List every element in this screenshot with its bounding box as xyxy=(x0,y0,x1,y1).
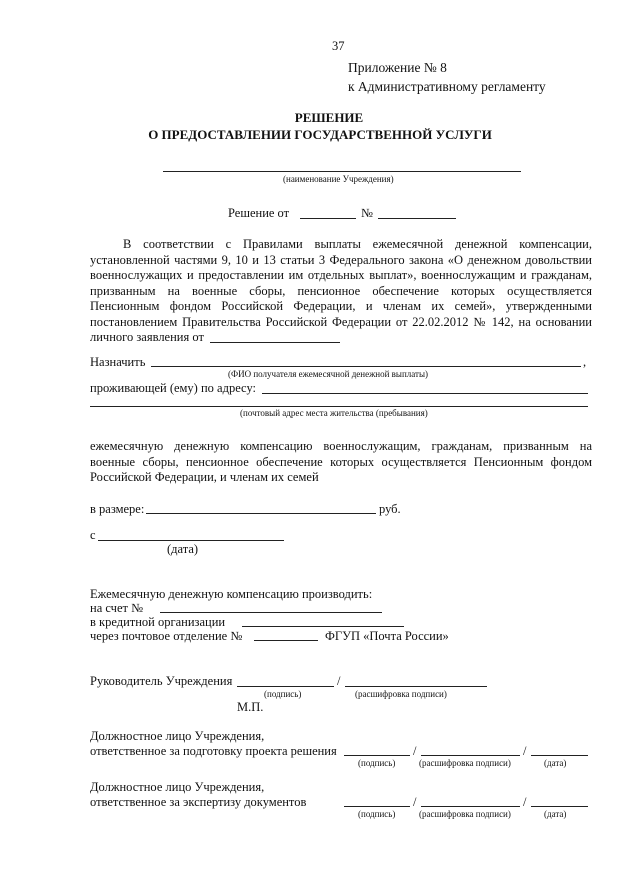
start-date-label: с xyxy=(90,528,96,542)
official2-line-2: ответственное за экспертизу документов xyxy=(90,795,307,809)
official1-signature-line[interactable] xyxy=(344,755,410,756)
document-subtitle: О ПРЕДОСТАВЛЕНИИ ГОСУДАРСТВЕННОЙ УСЛУГИ xyxy=(148,127,492,142)
official2-slash-2: / xyxy=(523,795,527,809)
official2-signature-line[interactable] xyxy=(344,806,410,807)
institution-name-line[interactable] xyxy=(163,171,521,172)
bank-label: в кредитной организации xyxy=(90,615,226,629)
institution-caption: (наименование Учреждения) xyxy=(283,174,394,184)
body-line-2: установленной частями 9, 10 и 13 статьи 3 Федерального закона «О денежном довольствии xyxy=(90,253,592,267)
address-line-2[interactable] xyxy=(90,406,588,407)
official1-date-line[interactable] xyxy=(531,755,588,756)
document-title: РЕШЕНИЕ xyxy=(294,110,364,125)
official2-date-line[interactable] xyxy=(531,806,588,807)
amount-line[interactable] xyxy=(146,513,376,514)
appendix-line-2: к Административному регламенту xyxy=(348,79,546,94)
address-caption: (почтовый адрес места жительства (пребывания) xyxy=(240,408,428,418)
official1-decode-caption: (расшифровка подписи) xyxy=(419,758,511,768)
decision-number-line[interactable] xyxy=(378,218,456,219)
compensation-line-1: ежемесячную денежную компенсацию военнослужащим, гражданам, призванным на xyxy=(90,439,592,453)
body-line-5: Пенсионным фондом Российской Федерации, и членам их семей», утвержденными xyxy=(90,299,592,313)
head-signature-line[interactable] xyxy=(237,686,334,687)
payment-heading: Ежемесячную денежную компенсацию производить: xyxy=(90,587,373,601)
assign-comma: , xyxy=(583,355,587,369)
start-date-caption: (дата) xyxy=(167,542,199,556)
start-date-line[interactable] xyxy=(98,540,284,541)
decision-number-sign: № xyxy=(361,206,373,220)
official1-line-2: ответственное за подготовку проекта решения xyxy=(90,744,337,758)
assign-label: Назначить xyxy=(90,355,146,369)
official2-date-caption: (дата) xyxy=(544,809,567,819)
recipient-name-caption: (ФИО получателя ежемесячной денежной выплаты) xyxy=(228,369,429,379)
body-line-1: В соответствии с Правилами выплаты ежемесячной денежной компенсации, xyxy=(123,237,592,251)
body-line-3: военнослужащих и предоставлении им отдельных выплат», военнослужащим и гражданам, xyxy=(90,268,592,282)
stamp-label: М.П. xyxy=(237,700,264,714)
appendix-line-1: Приложение № 8 xyxy=(348,60,447,75)
compensation-line-2: военные сборы, пенсионное обеспечение которых осуществляется Пенсионным фондом xyxy=(90,455,592,469)
address-line-1[interactable] xyxy=(262,393,588,394)
official2-slash-1: / xyxy=(413,795,417,809)
post-office-number-line[interactable] xyxy=(254,640,318,641)
amount-unit: руб. xyxy=(379,502,401,516)
page-number: 37 xyxy=(332,39,345,53)
head-signature-decode-line[interactable] xyxy=(345,686,487,687)
official2-line-1: Должностное лицо Учреждения, xyxy=(90,780,265,794)
bank-name-line[interactable] xyxy=(242,626,404,627)
official1-decode-line[interactable] xyxy=(421,755,520,756)
official1-sign-caption: (подпись) xyxy=(358,758,396,768)
official1-line-1: Должностное лицо Учреждения, xyxy=(90,729,265,743)
head-signature-label: Руководитель Учреждения xyxy=(90,674,233,688)
post-office-label: через почтовое отделение № xyxy=(90,629,243,643)
official1-slash-1: / xyxy=(413,744,417,758)
body-line-7: личного заявления от xyxy=(90,330,204,344)
decision-date-label: Решение от xyxy=(228,206,290,220)
head-signature-caption: (подпись) xyxy=(264,689,302,699)
head-decode-caption: (расшифровка подписи) xyxy=(355,689,447,699)
decision-date-line[interactable] xyxy=(300,218,356,219)
official2-sign-caption: (подпись) xyxy=(358,809,396,819)
post-office-suffix: ФГУП «Почта России» xyxy=(325,629,449,643)
application-date-line[interactable] xyxy=(210,342,340,343)
official1-slash-2: / xyxy=(523,744,527,758)
address-label: проживающей (ему) по адресу: xyxy=(90,381,256,395)
official1-date-caption: (дата) xyxy=(544,758,567,768)
official2-decode-caption: (расшифровка подписи) xyxy=(419,809,511,819)
body-line-6: постановлением Правительства Российской Федерации от 22.02.2012 № 142, на основании xyxy=(90,315,592,329)
recipient-name-line[interactable] xyxy=(151,366,581,367)
body-line-4: призванным на военные сборы, пенсионное обеспечение которых осуществляется xyxy=(90,284,592,298)
account-number-line[interactable] xyxy=(160,612,382,613)
official2-decode-line[interactable] xyxy=(421,806,520,807)
amount-label: в размере: xyxy=(90,502,145,516)
account-label: на счет № xyxy=(90,601,144,615)
head-signature-slash: / xyxy=(337,674,341,688)
compensation-line-3: Российской Федерации, и членам их семей xyxy=(90,470,319,484)
